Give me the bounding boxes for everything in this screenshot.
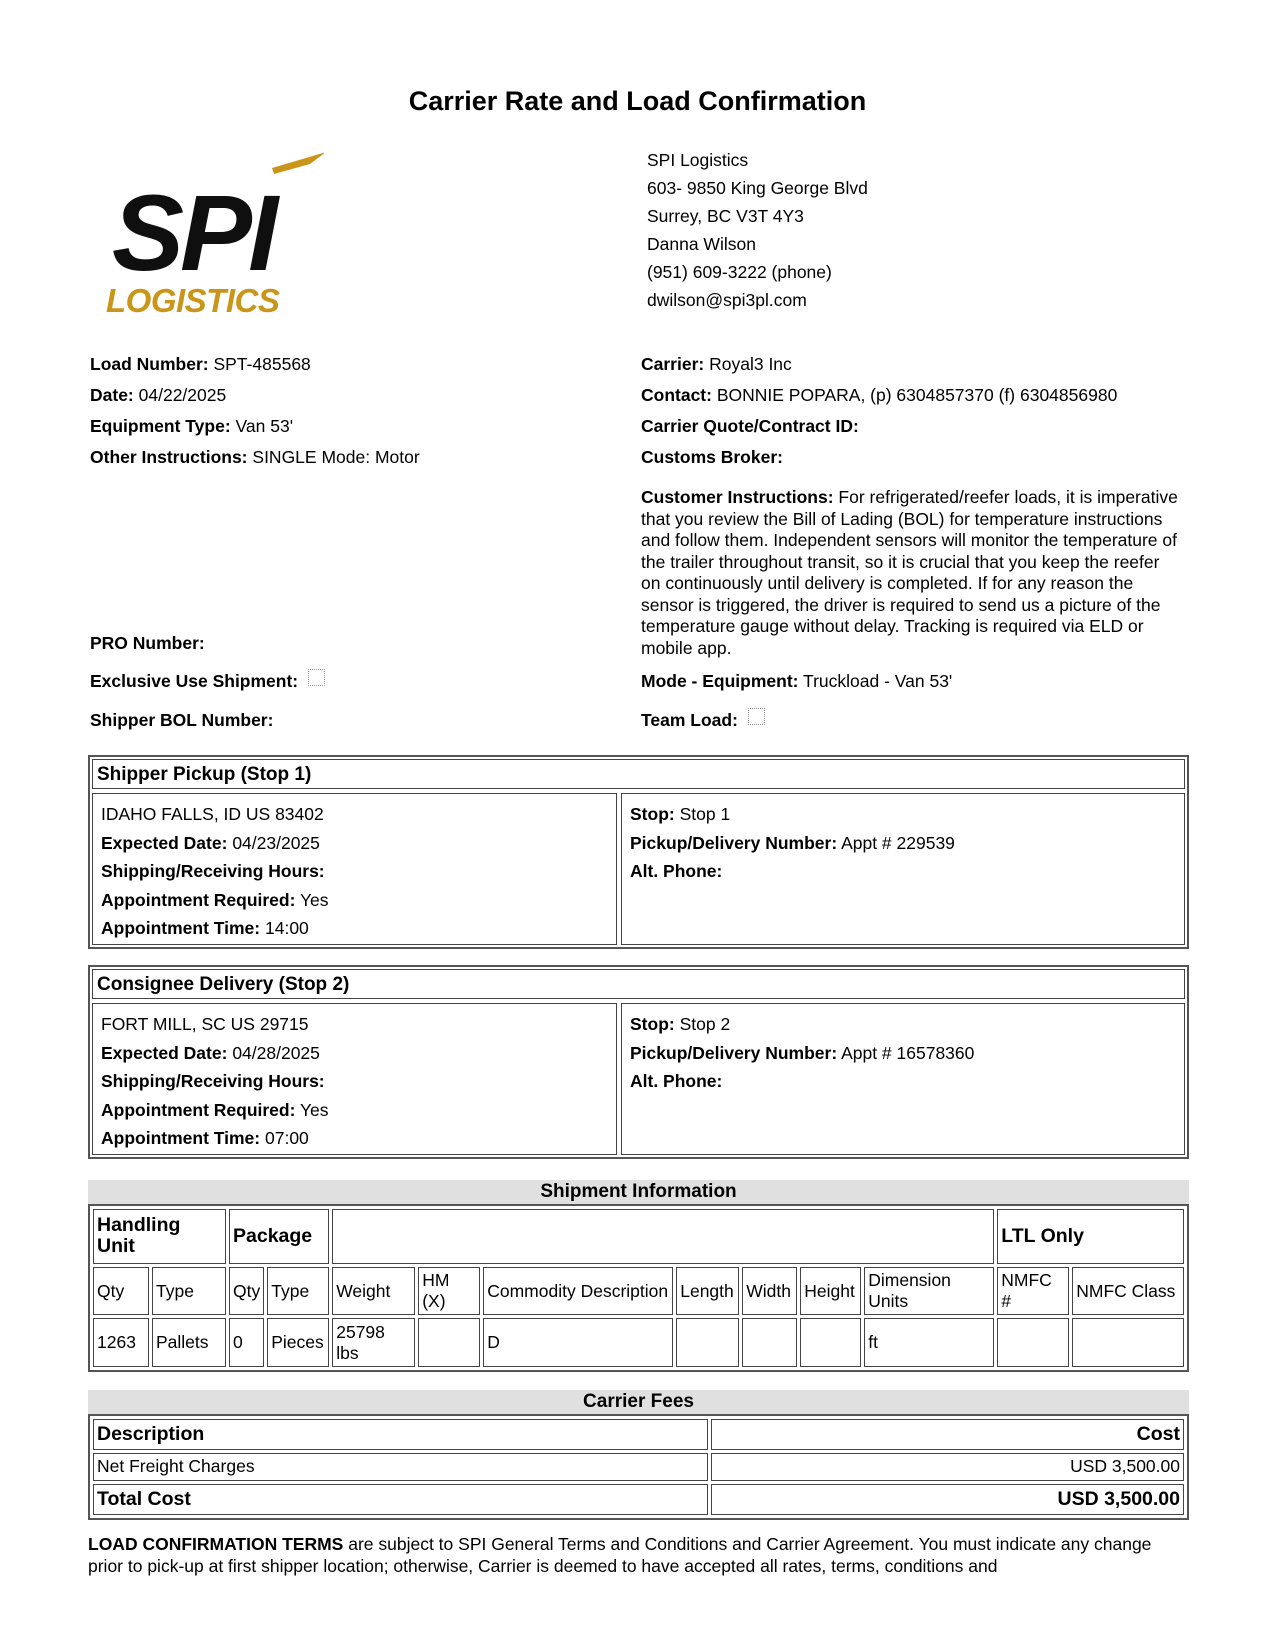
- shipment-info-header: Shipment Information: [88, 1180, 1189, 1204]
- carrier-fees-header: Carrier Fees: [88, 1390, 1189, 1414]
- total-cost-value: USD 3,500.00: [711, 1484, 1184, 1515]
- stop-2-appt-time: Appointment Time: 07:00: [101, 1128, 309, 1148]
- col-header: Commodity Description: [483, 1267, 673, 1316]
- svg-text:SPI: SPI: [112, 172, 275, 293]
- stop-1-stop: Stop: Stop 1: [630, 804, 731, 824]
- stop-1-appt-required: Appointment Required: Yes: [101, 889, 329, 910]
- fees-desc-header: Description: [93, 1419, 708, 1450]
- table-cell: 1263: [93, 1318, 149, 1367]
- total-cost-label: Total Cost: [93, 1484, 708, 1515]
- company-email: dwilson@spi3pl.com: [647, 290, 807, 310]
- group-blank: [332, 1209, 994, 1264]
- col-header: Weight: [332, 1267, 415, 1316]
- stop-2-stop: Stop: Stop 2: [630, 1014, 731, 1034]
- equipment-type: Equipment Type: Van 53': [90, 416, 294, 436]
- shipper-bol: Shipper BOL Number:: [90, 710, 274, 730]
- col-header: Type: [152, 1267, 226, 1316]
- stop-1-title: Shipper Pickup (Stop 1): [92, 759, 1185, 789]
- customer-instructions: Customer Instructions: For refrigerated/reefer loads, it is imperative that you review the Bill of Lading (BOL) for temperature instructions and follow them. Independent sensors will monitor the temperature of the trailer throughout transit, so it is crucial that you keep the reefer on continuously until delivery is completed. If for any reason the sensor is triggered, the driver is required to send us a picture of the temperature gauge without delay. Tracking is required via ELD or mobile app.: [641, 487, 1178, 658]
- stop-1-hours: Shipping/Receiving Hours:: [101, 861, 325, 881]
- stop-1-location: IDAHO FALLS, ID US 83402: [101, 804, 324, 824]
- stop-1-left: [92, 793, 617, 945]
- group-handling-unit: Handling Unit: [93, 1209, 226, 1264]
- page-title: Carrier Rate and Load Confirmation: [408, 86, 867, 116]
- stop-1-pd-number: Pickup/Delivery Number: Appt # 229539: [630, 832, 955, 853]
- stop-1-appt-time: Appointment Time: 14:00: [101, 918, 309, 938]
- pro-number: PRO Number:: [90, 633, 205, 653]
- fees-table: [88, 1414, 1189, 1520]
- stop-2-hours: Shipping/Receiving Hours:: [101, 1071, 325, 1091]
- stop-2-left: [92, 1003, 617, 1155]
- stop-1-right: [621, 793, 1185, 945]
- exclusive-use: Exclusive Use Shipment:: [90, 671, 325, 692]
- carrier-name: Carrier: Royal3 Inc: [641, 354, 792, 374]
- table-cell: [676, 1318, 739, 1367]
- customs-broker: Customs Broker:: [641, 447, 783, 467]
- load-date: Date: 04/22/2025: [90, 385, 227, 405]
- company-logo: [104, 150, 324, 320]
- team-load: Team Load:: [641, 710, 765, 731]
- company-address: [647, 146, 868, 314]
- stop-2-alt-phone: Alt. Phone:: [630, 1071, 723, 1091]
- col-header: HM (X): [418, 1267, 480, 1316]
- company-name: SPI Logistics: [647, 150, 749, 170]
- table-cell: [1072, 1318, 1184, 1367]
- col-header: Height: [800, 1267, 861, 1316]
- group-package: Package: [229, 1209, 329, 1264]
- company-phone: (951) 609-3222 (phone): [647, 262, 832, 282]
- shipment-table: [88, 1204, 1189, 1372]
- fee-line-cost: USD 3,500.00: [711, 1453, 1184, 1482]
- col-header: Type: [267, 1267, 329, 1316]
- table-cell: 0: [229, 1318, 264, 1367]
- table-cell: ft: [864, 1318, 994, 1367]
- stop-2-location: FORT MILL, SC US 29715: [101, 1014, 309, 1034]
- col-header: Dimension Units: [864, 1267, 994, 1316]
- table-cell: [742, 1318, 797, 1367]
- table-cell: D: [483, 1318, 673, 1367]
- table-row: [93, 1453, 1184, 1482]
- col-header: Qty: [93, 1267, 149, 1316]
- load-confirmation-terms: LOAD CONFIRMATION TERMS are subject to SPI General Terms and Conditions and Carrier Agreement. You must indicate any change prior to pick-up at first shipper location; otherwise, Carrier is deemed to have accepted all rates, terms, conditions and: [88, 1534, 1152, 1576]
- carrier-contact: Contact: BONNIE POPARA, (p) 6304857370 (f) 6304856980: [641, 385, 1118, 405]
- company-contact: Danna Wilson: [647, 234, 756, 254]
- stop-2-title: Consignee Delivery (Stop 2): [92, 969, 1185, 999]
- fees-cost-header: Cost: [711, 1419, 1184, 1450]
- col-header: Length: [676, 1267, 739, 1316]
- table-cell: Pieces: [267, 1318, 329, 1367]
- svg-text:LOGISTICS: LOGISTICS: [106, 282, 280, 319]
- load-number: Load Number: SPT-485568: [90, 354, 311, 374]
- team-load-checkbox[interactable]: [748, 708, 765, 725]
- col-header: NMFC Class: [1072, 1267, 1184, 1316]
- col-header: Qty: [229, 1267, 264, 1316]
- group-ltl-only: LTL Only: [997, 1209, 1184, 1264]
- stop-1-box: [88, 755, 1189, 949]
- carrier-quote-id: Carrier Quote/Contract ID:: [641, 416, 859, 436]
- stop-1-alt-phone: Alt. Phone:: [630, 861, 723, 881]
- company-address-line1: 603- 9850 King George Blvd: [647, 178, 868, 198]
- stop-2-box: [88, 965, 1189, 1159]
- stop-1-expected: Expected Date: 04/23/2025: [101, 832, 320, 853]
- stop-2-appt-required: Appointment Required: Yes: [101, 1099, 329, 1120]
- company-address-line2: Surrey, BC V3T 4Y3: [647, 206, 804, 226]
- table-cell: [418, 1318, 480, 1367]
- table-cell: [800, 1318, 861, 1367]
- col-header: NMFC #: [997, 1267, 1069, 1316]
- stop-2-pd-number: Pickup/Delivery Number: Appt # 16578360: [630, 1042, 975, 1063]
- fee-line-desc: Net Freight Charges: [93, 1453, 708, 1482]
- table-row: [93, 1318, 1184, 1367]
- stop-2-expected: Expected Date: 04/28/2025: [101, 1042, 320, 1063]
- exclusive-use-checkbox[interactable]: [308, 669, 325, 686]
- table-cell: 25798 lbs: [332, 1318, 415, 1367]
- mode-equipment: Mode - Equipment: Truckload - Van 53': [641, 671, 953, 691]
- stop-2-right: [621, 1003, 1185, 1155]
- table-cell: [997, 1318, 1069, 1367]
- col-header: Width: [742, 1267, 797, 1316]
- other-instructions: Other Instructions: SINGLE Mode: Motor: [90, 447, 420, 467]
- table-cell: Pallets: [152, 1318, 226, 1367]
